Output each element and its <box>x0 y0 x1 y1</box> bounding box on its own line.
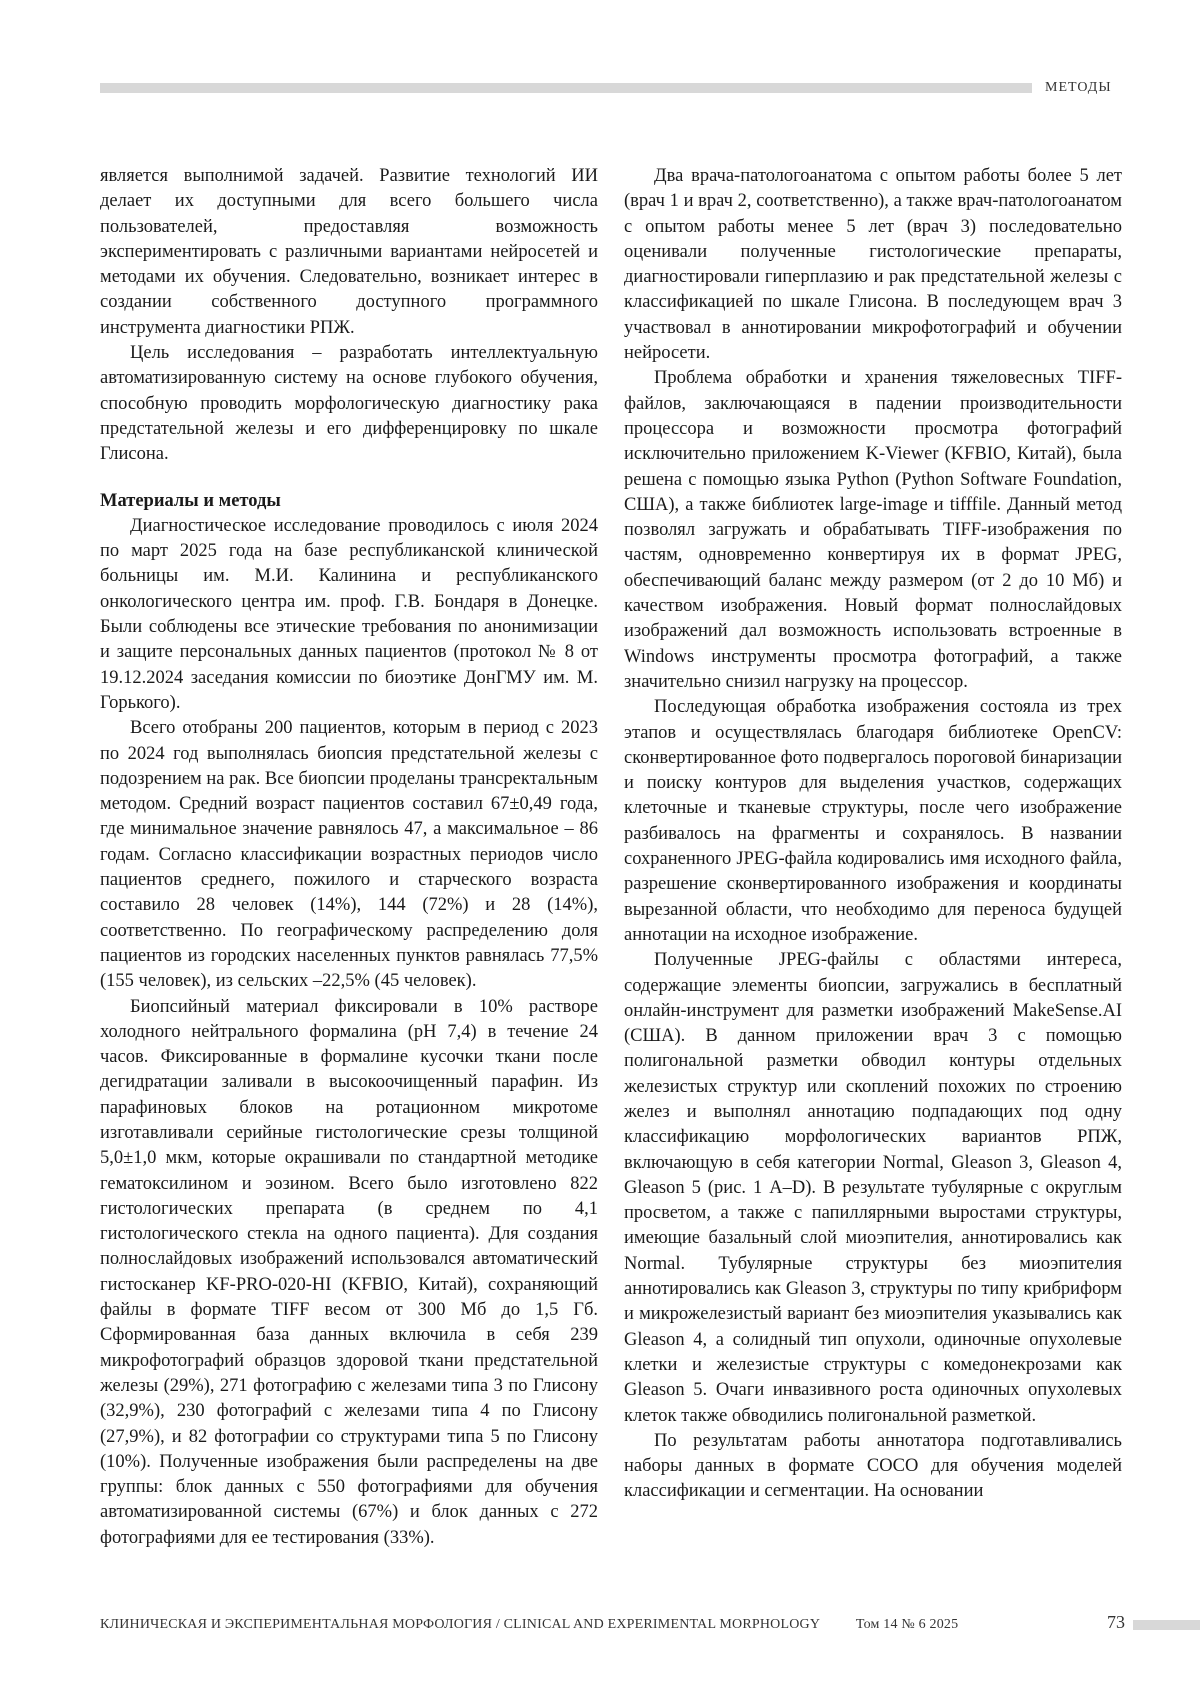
page-number: 73 <box>1107 1612 1125 1632</box>
paragraph: Цель исследования – разработать интеллектуальную автоматизированную систему на основе глубокого обучения, способную проводить морфологическую диагностику рака предстательной железы и его дифференцировку по шкале Глисона. <box>100 343 598 465</box>
footer-rule <box>1133 1620 1200 1630</box>
right-column <box>624 164 1122 1505</box>
section-heading: Материалы и методы <box>100 490 281 511</box>
paragraph: Два врача-патологоанатома с опытом работы более 5 лет (врач 1 и врач 2, соответственно), а также врач-патологоанатом с опытом работы менее 5 лет (врач 3) последовательно оценивали полученные гистологические препараты, диагностировали гиперплазию и рак предстательной железы с классификацией по шкале Глисона. В последующем врач 3 участвовал в аннотировании микрофотографий и обучении нейросети. <box>624 166 1122 364</box>
paragraph: Всего отобраны 200 пациентов, которым в период с 2023 по 2024 год выполнялась биопсия предстательной железы с подозрением на рак. Все биопсии проделаны трансректальным методом. Средний возраст пациентов составил 67±0,49 года, где минимальное значение равнялось 47, а максимальное – 86 годам. Согласно классификации возрастных периодов число пациентов среднего, пожилого и старческого возраста составило 28 человек (14%), 144 (72%) и 28 (14%), соответственно. По географическому распределению доля пациентов из городских населенных пунктов равнялась 77,5% (155 человек), из сельских –22,5% (45 человек). <box>100 718 598 992</box>
header-rule <box>100 83 1032 93</box>
paragraph: Проблема обработки и хранения тяжеловесных TIFF-файлов, заключающаяся в падении производительности процессора и возможности просмотра фотографий исключительно приложением K-Viewer (KFBIO, Китай), была решена с помощью языка Python (Python Software Foundation, США), а также библиотек large-image и tifffile. Данный метод позволял загружать и обрабатывать TIFF-изображения по частям, одновременно конвертируя их в формат JPEG, обеспечивающий баланс между размером (от 2 до 10 Мб) и качеством изображения. Новый формат полнослайдовых изображений дал возможность использовать встроенные в Windows инструменты просмотра фотографий, а также значительно снизил нагрузку на процессор. <box>624 368 1122 692</box>
paragraph: Полученные JPEG-файлы с областями интереса, содержащие элементы биопсии, загружались в бесплатный онлайн-инструмент для разметки изображений MakeSense.AI (США). В данном приложении врач 3 с помощью полигональной разметки обводил контуры отдельных железистых структур или скоплений похожих по строению желез и выполнял аннотацию подпадающих под одну классификацию морфологических вариантов РПЖ, включающую в себя категории Normal, Gleason 3, Gleason 4, Gleason 5 (рис. 1 A–D). В результате тубулярные с округлым просветом, а также с папиллярными выростами структуры, имеющие базальный слой миоэпителия, аннотировались как Normal. Тубулярные структуры без миоэпителия аннотировались как Gleason 3, структуры по типу крибриформ и микрожелезистый вариант без миоэпителия указывались как Gleason 4, а солидный тип опухоли, одиночные опухолевые клетки и железистые структуры с комедонекрозами как Gleason 5. Очаги инвазивного роста одиночных опухолевых клеток также обводились полигональной разметкой. <box>624 950 1122 1426</box>
paragraph: является выполнимой задачей. Развитие технологий ИИ делает их доступными для всего большего числа пользователей, предоставляя возможность экспериментировать с различными вариантами нейросетей и методами их обучения. Следовательно, возникает интерес в создании собственного доступного программного инструмента диагностики РПЖ. <box>100 166 598 338</box>
section-label: МЕТОДЫ <box>1045 80 1112 95</box>
paragraph: По результатам работы аннотатора подготавливались наборы данных в формате COCO для обучения моделей классификации и сегментации. На основании <box>624 1430 1122 1502</box>
paragraph: Биопсийный материал фиксировали в 10% растворе холодного нейтрального формалина (pH 7,4) в течение 24 часов. Фиксированные в формалине кусочки ткани после дегидратации заливали в высокоочищенный парафин. Из парафиновых блоков на ротационном микротоме изготавливали серийные гистологические срезы толщиной 5,0±1,0 мкм, которые окрашивали по стандартной методике гематоксилином и эозином. Всего было изготовлено 822 гистологических препарата (в среднем по 4,1 гистологического стекла на одного пациента). Для создания полнослайдовых изображений использовался автоматический гистосканер KF-PRO-020-HI (KFBIO, Китай), сохраняющий файлы в формате TIFF весом от 300 Мб до 1,5 Гб. Сформированная база данных включила в себя 239 микрофотографий образцов здоровой ткани предстательной железы (29%), 271 фотографию с железами типа 3 по Глисону (32,9%), 230 фотографий с железами типа 4 по Глисону (27,9%), и 82 фотографии со структурами типа 5 по Глисону (10%). Полученные изображения были распределены на две группы: блок данных с 550 фотографиями для обучения автоматизированной системы (67%) и блок данных с 272 фотографиями для ее тестирования (33%). <box>100 996 598 1548</box>
journal-title: КЛИНИЧЕСКАЯ И ЭКСПЕРИМЕНТАЛЬНАЯ МОРФОЛОГИЯ / CLINICAL AND EXPERIMENTAL MORPHOLOGY <box>100 1617 821 1632</box>
paragraph: Диагностическое исследование проводилось с июля 2024 по март 2025 года на базе республиканской клинической больницы им. М.И. Калинина и республиканского онкологического центра им. проф. Г.В. Бондаря в Донецке. Были соблюдены все этические требования по анонимизации и защите персональных данных пациентов (протокол № 8 от 19.12.2024 заседания комиссии по биоэтике ДонГМУ им. М. Горького). <box>100 515 598 713</box>
issue-info: Том 14 № 6 2025 <box>855 1617 959 1632</box>
running-footer <box>100 1617 958 1633</box>
left-column <box>100 164 598 1551</box>
paragraph: Последующая обработка изображения состояла из трех этапов и осуществлялась благодаря библиотеке OpenCV: сконвертированное фото подвергалось пороговой бинаризации и поиску контуров для выделения участков, содержащих клеточные и тканевые структуры, после чего изображение разбивалось на фрагменты и сохранялось. В названии сохраненного JPEG-файла кодировались имя исходного файла, разрешение сконвертированного изображения и координаты вырезанной области, что необходимо для переноса будущей аннотации на исходное изображение. <box>624 697 1122 945</box>
